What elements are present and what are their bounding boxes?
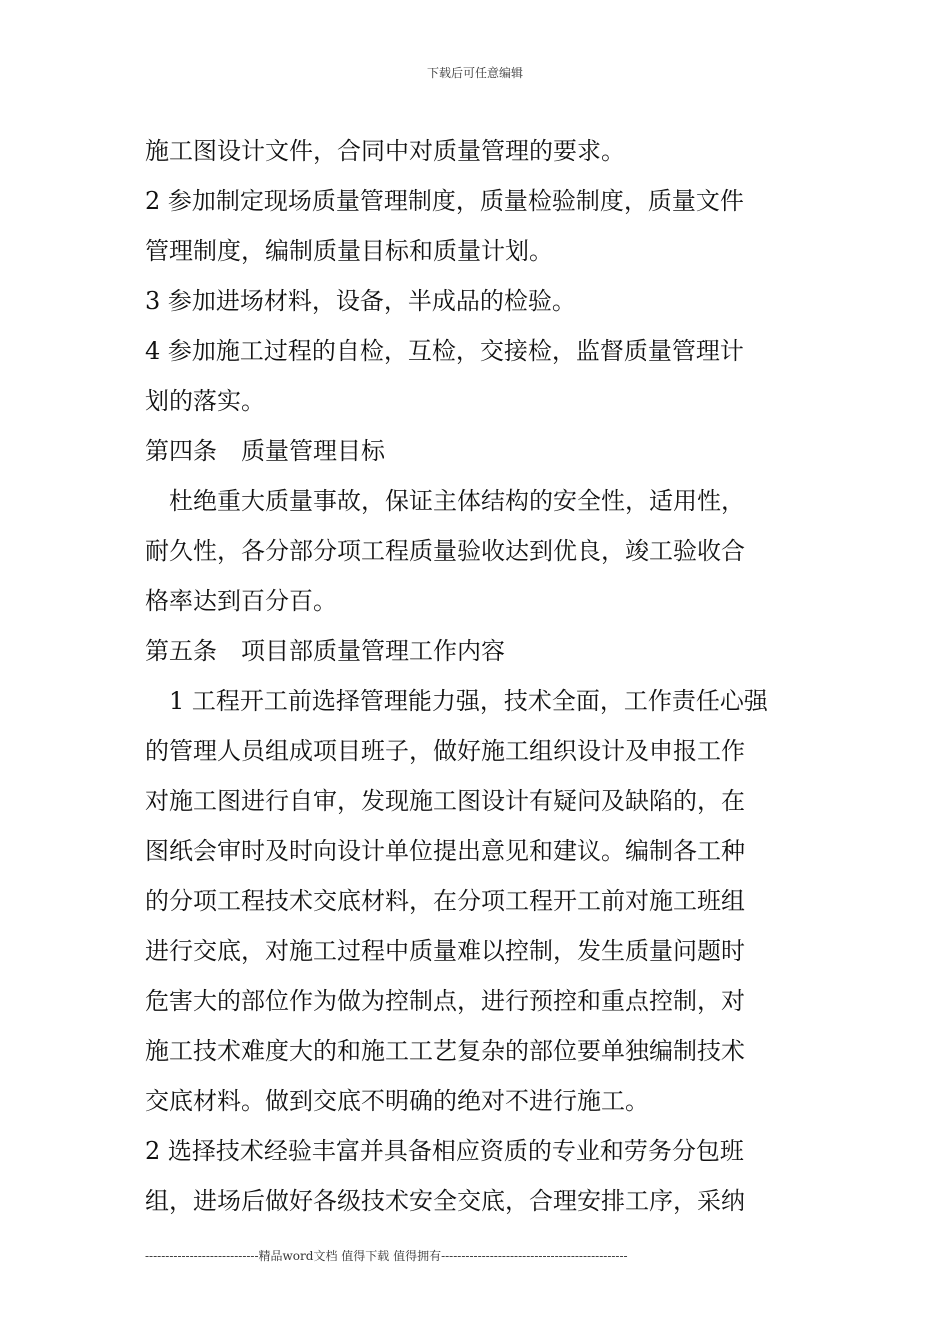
text-line: 杜绝重大质量事故，保证主体结构的安全性，适用性， [145, 487, 745, 515]
text-line: 2 参加制定现场质量管理制度，质量检验制度，质量文件 [145, 187, 744, 215]
text-line: 1 工程开工前选择管理能力强，技术全面，工作责任心强 [145, 687, 768, 715]
text-line: 进行交底，对施工过程中质量难以控制，发生质量问题时 [145, 937, 745, 965]
page-header: 下载后可任意编辑 [426, 66, 523, 80]
text-line: 格率达到百分百。 [145, 587, 337, 615]
text-line: 4 参加施工过程的自检，互检，交接检，监督质量管理计 [145, 337, 744, 365]
document-body [145, 126, 810, 1226]
section-heading: 第四条 质量管理目标 [145, 437, 385, 465]
section-heading: 第五条 项目部质量管理工作内容 [145, 637, 505, 665]
text-line: 管理制度，编制质量目标和质量计划。 [145, 237, 553, 265]
text-line: 耐久性，各分部分项工程质量验收达到优良，竣工验收合 [145, 537, 745, 565]
text-line: 的管理人员组成项目班子，做好施工组织设计及申报工作 [145, 737, 745, 765]
text-line: 施工技术难度大的和施工工艺复杂的部位要单独编制技术 [145, 1037, 745, 1065]
text-line: 组，进场后做好各级技术安全交底，合理安排工序，采纳 [145, 1187, 745, 1215]
page-footer: ----------------------------精品word文档 值得下载 值得拥有---------------------------------------------- [145, 1249, 628, 1263]
text-line: 施工图设计文件，合同中对质量管理的要求。 [145, 137, 625, 165]
text-line: 的分项工程技术交底材料，在分项工程开工前对施工班组 [145, 887, 745, 915]
text-line: 划的落实。 [145, 387, 265, 415]
text-line: 图纸会审时及时向设计单位提出意见和建议。编制各工种 [145, 837, 745, 865]
text-line: 危害大的部位作为做为控制点，进行预控和重点控制，对 [145, 987, 745, 1015]
text-line: 3 参加进场材料，设备，半成品的检验。 [145, 287, 576, 315]
text-line: 对施工图进行自审，发现施工图设计有疑问及缺陷的，在 [145, 787, 745, 815]
text-line: 2 选择技术经验丰富并具备相应资质的专业和劳务分包班 [145, 1137, 744, 1165]
text-line: 交底材料。做到交底不明确的绝对不进行施工。 [145, 1087, 649, 1115]
